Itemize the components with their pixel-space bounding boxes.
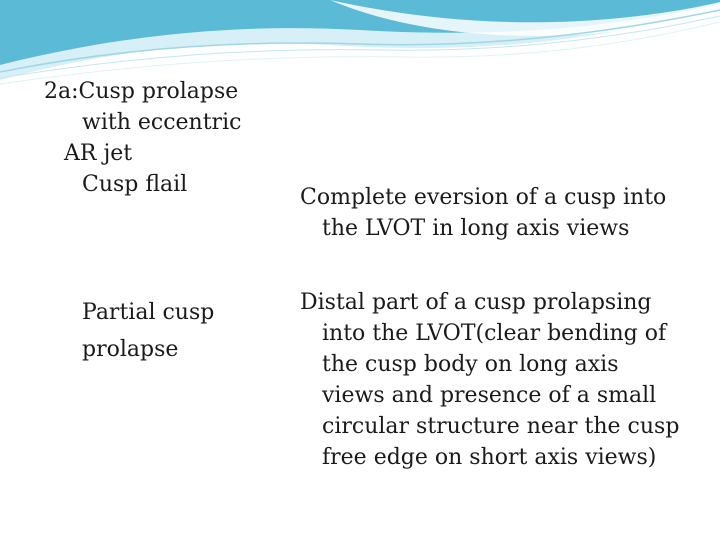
- partial-desc-line-3: the cusp body on long axis: [322, 352, 619, 377]
- partial-prolapse-label: [82, 294, 214, 368]
- heading-line-3: AR jet: [64, 141, 133, 166]
- heading-line-2: with eccentric: [82, 110, 242, 135]
- cusp-prolapse-heading: [44, 76, 241, 200]
- partial-desc-line-2: into the LVOT(clear bending of: [322, 321, 667, 346]
- partial-desc-line-1: Distal part of a cusp prolapsing: [300, 290, 652, 315]
- heading-line-1: 2a:Cusp prolapse: [44, 79, 239, 104]
- cusp-flail-label: Cusp flail: [82, 172, 188, 197]
- partial-desc-line-5: circular structure near the cusp: [322, 414, 680, 439]
- flail-desc-line-1: Complete eversion of a cusp into: [300, 185, 667, 210]
- partial-prolapse-description: [300, 287, 700, 473]
- cusp-flail-description: [300, 182, 700, 244]
- partial-label-line-1: Partial cusp: [82, 300, 215, 325]
- partial-desc-line-6: free edge on short axis views): [322, 445, 657, 470]
- partial-label-line-2: prolapse: [82, 337, 179, 362]
- flail-desc-line-2: the LVOT in long axis views: [322, 216, 630, 241]
- partial-desc-line-4: views and presence of a small: [322, 383, 657, 408]
